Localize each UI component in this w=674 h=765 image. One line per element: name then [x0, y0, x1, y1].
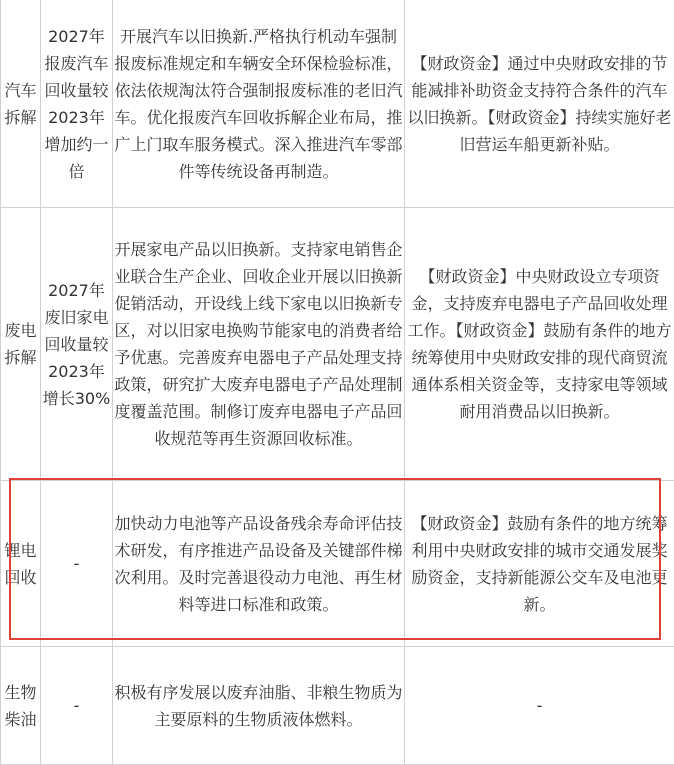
table-row — [1, 647, 674, 765]
category-cell — [1, 208, 41, 481]
category-label: 生物柴油 — [4, 683, 36, 729]
funding-cell — [405, 481, 674, 647]
measures-text: 开展汽车以旧换新.严格执行机动车强制报废标准规定和车辆安全环保检验标准，依法依规淘汰符合强制报废标准的老旧汽车。优化报废汽车回收拆解企业布局，推广上门取车服务模式。深入推进汽车零部件等传统设备再制造。 — [114, 27, 402, 181]
funding-cell — [405, 0, 674, 208]
measures-text: 开展家电产品以旧换新。支持家电销售企业联合生产企业、回收企业开展以旧换新促销活动，开设线上线下家电以旧换新专区，对以旧家电换购节能家电的消费者给予优惠。完善废弃电器电子产品处理支持政策，研究扩大废弃电器电子产品处理制度覆盖范围。制修订废弃电器电子产品回收规范等再生资源回收标准。 — [114, 240, 402, 448]
measures-cell — [113, 647, 405, 765]
category-label: 锂电回收 — [4, 541, 36, 587]
table-row — [1, 481, 674, 647]
target-cell — [41, 481, 113, 647]
funding-cell — [405, 647, 674, 765]
category-cell — [1, 481, 41, 647]
category-label: 汽车拆解 — [4, 81, 36, 127]
funding-text: 【财政资金】鼓励有条件的地方统筹利用中央财政安排的城市交通发展奖励资金，支持新能源公交车及电池更新。 — [411, 514, 667, 614]
funding-text: 【财政资金】中央财政设立专项资金，支持废弃电器电子产品回收处理工作。【财政资金】鼓励有条件的地方统筹使用中央财政安排的现代商贸流通体系相关资金等，支持家电等领域耐用消费品以旧换新。 — [407, 267, 671, 421]
measures-cell — [113, 481, 405, 647]
measures-cell — [113, 208, 405, 481]
category-label: 废电拆解 — [4, 321, 36, 367]
target-cell — [41, 647, 113, 765]
target-cell — [41, 0, 113, 208]
target-text: - — [74, 554, 80, 573]
measures-text: 加快动力电池等产品设备残余寿命评估技术研发，有序推进产品设备及关键部件梯次利用。及时完善退役动力电池、再生材料等进口标准和政策。 — [114, 514, 402, 614]
category-cell — [1, 647, 41, 765]
target-text: 2027年废旧家电回收量较2023年增长30% — [43, 281, 111, 408]
target-cell — [41, 208, 113, 481]
funding-text: - — [537, 696, 543, 715]
table-row — [1, 0, 674, 208]
funding-cell — [405, 208, 674, 481]
category-cell — [1, 0, 41, 208]
target-text: - — [74, 696, 80, 715]
table-row — [1, 208, 674, 481]
measures-cell — [113, 0, 405, 208]
target-text: 2027年报废汽车回收量较2023年增加约一倍 — [44, 27, 108, 181]
measures-text: 积极有序发展以废弃油脂、非粮生物质为主要原料的生物质液体燃料。 — [114, 683, 402, 729]
funding-text: 【财政资金】通过中央财政安排的节能减排补助资金支持符合条件的汽车以旧换新。【财政资金】持续实施好老旧营运车船更新补贴。 — [407, 54, 671, 154]
